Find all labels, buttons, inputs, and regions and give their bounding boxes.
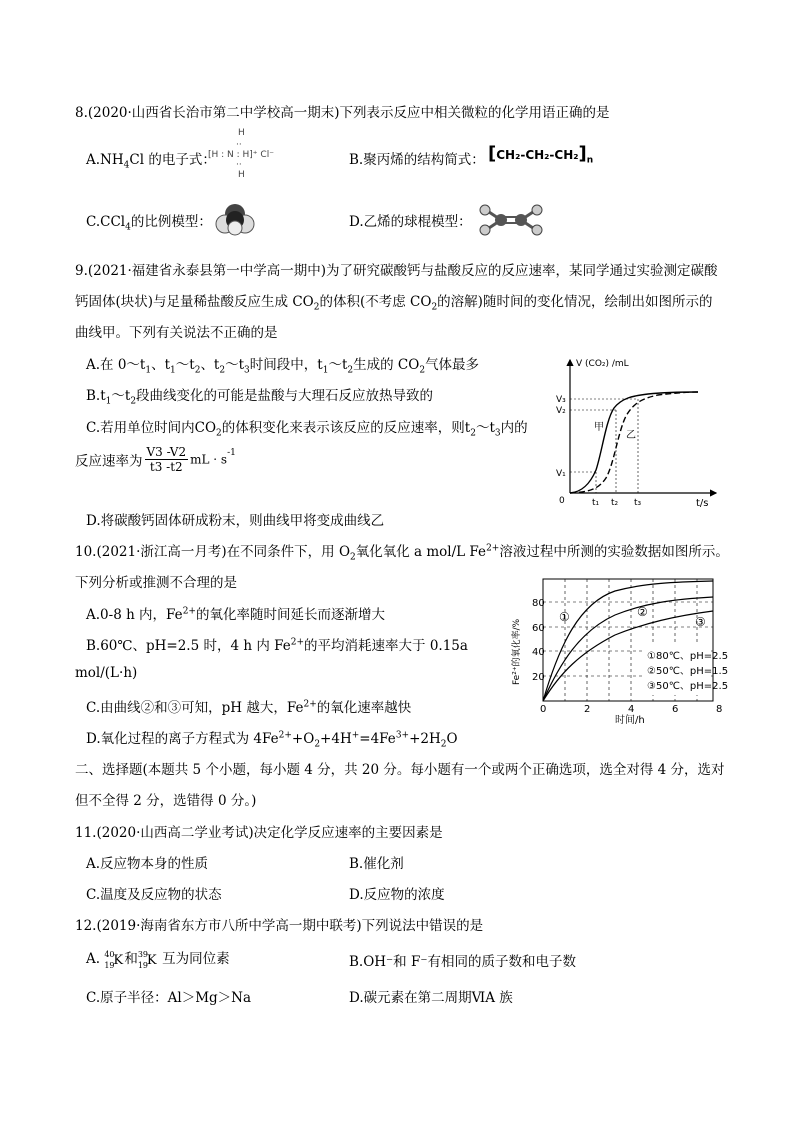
q8-option-a: $A.NH_4Cl$ 的电子式： [86, 152, 216, 171]
ccl4-space-filling-model [216, 202, 254, 236]
k40-el: K [113, 952, 124, 968]
q10-option-a: A.0-8 h 内，$Fe^{2+}$的氧化率随时间延长而逐渐增大 [86, 606, 385, 623]
section2-line1: 二、选择题(本题共 5 个小题，每小题 4 分，共 20 分。每小题有一个或两个正确选项，选全对得 4 分，选对 [75, 762, 725, 778]
q12-a-and: 和 [124, 951, 138, 967]
q8-c-text: C.CCl [86, 214, 126, 230]
q10-stem-line2: 下列分析或推测不合理的是 [75, 575, 237, 591]
q9-a6: 时间段中，t [249, 357, 323, 373]
graph2-ylabel: Fe²⁺的氧化率/% [512, 618, 522, 685]
q8-option-b: B.聚丙烯的结构简式： [349, 152, 485, 168]
legend-item-1: ①80℃、pH=2.5 [647, 651, 729, 662]
legend-item-2: ②50℃、pH=1.5 [647, 666, 729, 677]
q9-stem-line3: 曲线甲。下列有关说法不正确的是 [75, 325, 278, 341]
legend-item-3: ③50℃、pH=2.5 [647, 681, 729, 692]
q12-option-c: C.原子半径：Al＞Mg＞Na [86, 990, 252, 1006]
graph2-xtick-2: 2 [584, 704, 591, 715]
graph1-ylabel: V (CO₂) /mL [576, 359, 629, 369]
rate-unit: mL · s [190, 452, 228, 467]
rate-fraction [145, 445, 189, 474]
curve-mark-1: ① [559, 610, 570, 624]
q9-c3: ～t [475, 420, 495, 436]
q12-option-d: D.碳元素在第二周期ⅥA 族 [349, 990, 513, 1006]
curve-label-yi: 乙 [626, 430, 636, 441]
q9-c4: 内的 [500, 420, 528, 436]
q9-option-a: A.在 $0\sim t_1$、$t_1\sim t_2$、$t_2\sim t_3$时间段中，$t_1\sim t_2$生成的 $CO_2$气体最多 [86, 357, 480, 376]
q9-option-b: $B.t_1\sim t_2$段曲线变化的可能是盐酸与大理石反应放热导致的 [86, 388, 434, 407]
q11-option-b: B.催化剂 [349, 856, 404, 872]
graph2-xtick-6: 6 [672, 704, 679, 715]
polymer-n: n [586, 155, 594, 166]
graph1-origin: 0 [559, 496, 565, 506]
q9-stem-line1: 9.(2021·福建省永泰县第一中学高一期中)为了研究碳酸钙与盐酸反应的反应速率，某同学通过实验测定碳酸 [75, 263, 718, 279]
fe-oxidation-rate-graph [505, 573, 729, 726]
q10-stem1a: 10.(2021·浙江高一月考)在不同条件下，用 O [75, 544, 351, 560]
electron-dot-mid: [H : N : H]⁺ Cl⁻ [208, 150, 274, 160]
q10-d3: +4H [320, 731, 352, 747]
q11-option-c: C.温度及反应物的状态 [86, 887, 222, 903]
isotope-k40 [104, 950, 124, 970]
q9-a1: A.在 0～t [86, 357, 146, 373]
q9-a2: 、t [151, 357, 171, 373]
q8-stem: 8.(2020·山西省长治市第二中学校高一期末)下列表示反应中相关微粒的化学用语正确的是 [75, 105, 610, 121]
q9-b3: 段曲线变化的可能是盐酸与大理石反应放热导致的 [136, 388, 434, 404]
q9-c1: C.若用单位时间内CO [86, 420, 217, 436]
q9-b1: B.t [86, 388, 106, 404]
k40-z: 19 [104, 960, 115, 970]
q10-stem-line1: 10.(2021·浙江高一月考)在不同条件下，用 $O_2$氧化氧化 a mol/L $Fe^{2+}$溶液过程中所测的实验数据如图所示。 [75, 543, 729, 563]
q10-option-b-unit: mol/(L·h) [75, 665, 138, 681]
curve-mark-3: ③ [695, 615, 706, 629]
q9-a9: 气体最多 [425, 357, 480, 373]
q10-d6: O [446, 731, 458, 747]
q10-option-c: C.由曲线②和③可知，pH 越大，$Fe^{2+}$的氧化速率越快 [86, 699, 412, 716]
q10-c1: C.由曲线②和③可知，pH 越大，Fe [86, 700, 304, 716]
q9-a5: ～t [225, 357, 245, 373]
q10-d1: D.氧化过程的离子方程式为 4Fe [86, 731, 279, 747]
graph2-xtick-4: 4 [628, 704, 635, 715]
q9-b2: ～t [111, 388, 131, 404]
graph1-ytick-v1: V₁ [556, 469, 566, 479]
q9-a3: ～t [175, 357, 195, 373]
curve-mark-2: ② [637, 605, 648, 619]
co2-volume-time-graph [548, 352, 726, 514]
graph2-xtick-0: 0 [540, 704, 547, 715]
q10-stem1c: 溶液过程中所测的实验数据如图所示。 [499, 544, 729, 560]
k40-mass: 40 [104, 949, 115, 959]
q10-d2: +O [291, 731, 315, 747]
q9-a7: ～t [328, 357, 348, 373]
rate-numerator: V3 -V2 [146, 445, 187, 459]
q12-stem: 12.(2019·海南省东方市八所中学高一期中联考)下列说法中错误的是 [75, 918, 484, 934]
q9-stem2a: 钙固体(块状)与足量稀盐酸反应生成 CO [75, 294, 314, 310]
graph2-xlabel: 时间/h [615, 715, 645, 726]
k39-z: 19 [137, 960, 149, 970]
polymer-text: CH₂-CH₂-CH₂ [496, 148, 579, 162]
q10-option-b: B.60℃、pH=2.5 时，4 h 内 $Fe^{2+}$的平均消耗速率大于 0.15a [86, 637, 468, 654]
graph1-xlabel: t/s [696, 498, 709, 509]
q11-stem: 11.(2020·山西高二学业考试)决定化学反应速率的主要因素是 [75, 825, 443, 841]
q11-option-a: A.反应物本身的性质 [86, 856, 209, 872]
q9-a8: 生成的 CO [353, 357, 420, 373]
graph2-ytick-60: 60 [532, 623, 545, 634]
polypropylene-formula: $[CH_2-CH_2-CH_2]_n$ [488, 143, 594, 166]
graph2-ytick-20: 20 [532, 672, 545, 683]
isotope-k39 [138, 950, 158, 970]
q9-a4: 、t [200, 357, 220, 373]
q9-option-d: D.将碳酸钙固体研成粉末，则曲线甲将变成曲线乙 [86, 513, 385, 529]
graph1-ytick-v2: V₂ [556, 406, 566, 416]
curve-label-jia: 甲 [594, 422, 604, 433]
curve-yi [570, 392, 698, 493]
q10-b2: 的平均消耗速率大于 0.15a [304, 638, 468, 654]
curve-jia [570, 392, 698, 493]
q9-c2: 的体积变化来表示该反应的反应速率，则t [221, 420, 471, 436]
q9-option-c: C.若用单位时间内$CO_2$的体积变化来表示该反应的反应速率，则$t_2\sim t_3$内的 [86, 420, 528, 439]
q10-stem1b: 氧化氧化 a mol/L Fe [355, 544, 487, 560]
q10-a1: A.0-8 h 内，Fe [86, 607, 183, 623]
k39-el: K [146, 952, 157, 968]
graph1-xtick-t2: t₂ [611, 498, 619, 508]
q10-option-d: D.氧化过程的离子方程式为 $4Fe^{2+}+O_2+4H^+=4Fe^{3+}+2H_2O$ [86, 730, 458, 750]
q9-c5: 反应速率为 [75, 453, 143, 470]
q8-a-text: A.NH [86, 152, 124, 168]
q8-option-d: D.乙烯的球棍模型： [349, 214, 472, 230]
graph1-xtick-t3: t₃ [634, 498, 642, 508]
q12-a-end: 互为同位素 [162, 951, 230, 967]
graph2-ytick-80: 80 [532, 598, 545, 609]
q8-a-text2: Cl 的电子式： [129, 152, 216, 168]
q10-b1: B.60℃、pH=2.5 时，4 h 内 Fe [86, 638, 291, 654]
q9-stem2b: 的体积(不考虑 CO [319, 294, 432, 310]
q8-option-c: C.CCl$_4$的比例模型： [86, 214, 212, 233]
ethylene-ball-stick-model [476, 203, 546, 237]
electron-dot-top: H [238, 128, 245, 138]
q9-stem2c: 的溶解)随时间的变化情况，绘制出如图所示的 [437, 294, 713, 310]
section2-line2: 但不全得 2 分，选错得 0 分。) [75, 793, 257, 809]
graph1-ytick-v3: V₃ [556, 395, 566, 405]
q10-d4: =4Fe [359, 731, 396, 747]
graph2-xtick-8: 8 [716, 704, 723, 715]
rate-denominator: t3 -t2 [149, 460, 183, 474]
q12-option-a [86, 947, 230, 970]
q9-stem-line2: 钙固体(块状)与足量稀盐酸反应生成 $CO_2$的体积(不考虑 $CO_2$的溶解)随时间的变化情况，绘制出如图所示的 [75, 294, 713, 313]
graph2-ytick-40: 40 [532, 647, 545, 658]
q10-c2: 的氧化速率越快 [316, 700, 412, 716]
q12-option-b: B.OH⁻和 F⁻有相同的质子数和电子数 [349, 954, 576, 970]
q10-d5: +2H [409, 731, 441, 747]
nh4cl-electron-dot-structure: H ·· [H : N : H]⁺ Cl⁻ ·· H [208, 128, 274, 180]
k39-mass: 39 [137, 949, 149, 959]
q12-a1: A. [86, 951, 101, 967]
electron-dot-bottom: H [238, 170, 245, 180]
graph1-xtick-t1: t₁ [592, 498, 600, 508]
q11-option-d: D.反应物的浓度 [349, 887, 445, 903]
q9-option-c-rate: 反应速率为 $\frac{V3 -V2}{t3 -t2}$ mL · $s^{-1}$ [75, 445, 236, 474]
q8-c-text2: 的比例模型： [130, 214, 212, 230]
q10-a2: 的氧化率随时间延长而逐渐增大 [195, 607, 385, 623]
